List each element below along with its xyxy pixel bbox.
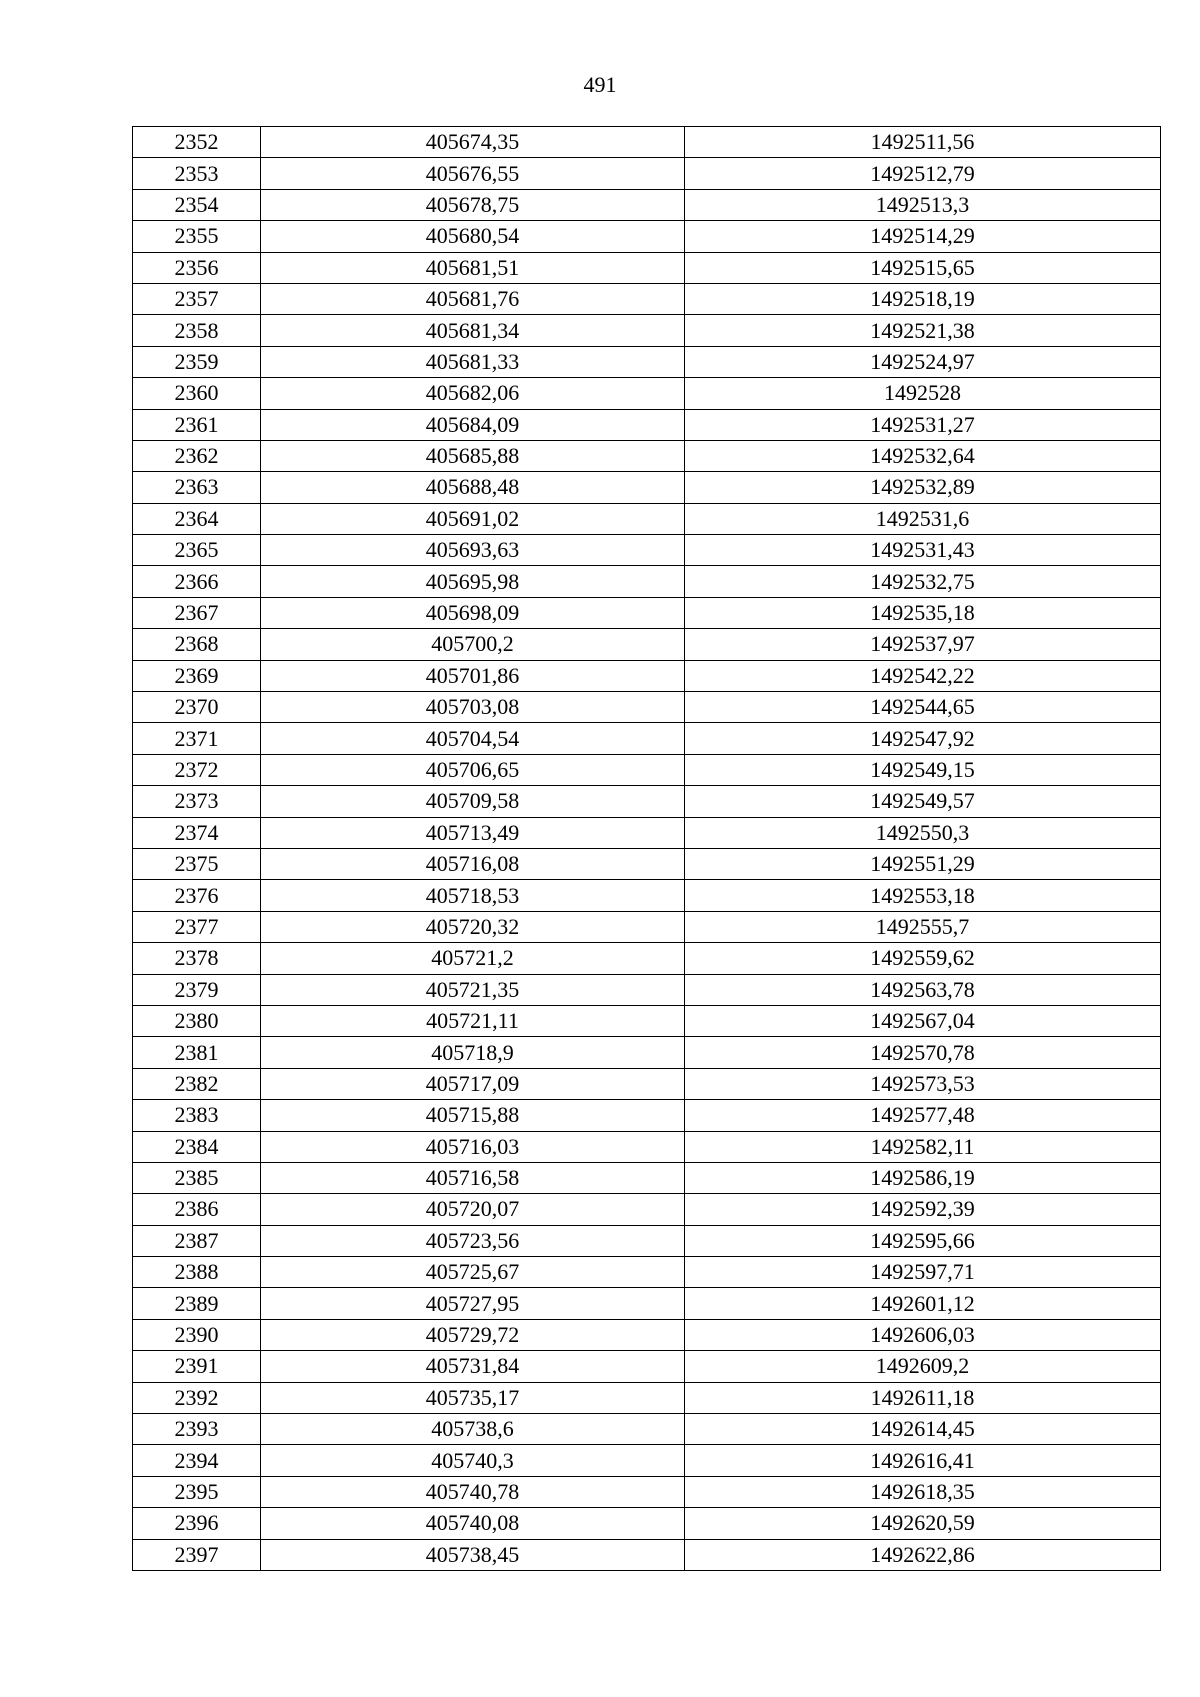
x-coordinate-cell: 405688,48 bbox=[261, 472, 685, 503]
point-number-cell: 2382 bbox=[133, 1068, 261, 1099]
point-number-cell: 2388 bbox=[133, 1257, 261, 1288]
table-row bbox=[133, 1539, 1161, 1570]
point-number-cell: 2395 bbox=[133, 1476, 261, 1507]
table-row bbox=[133, 566, 1161, 597]
y-coordinate-cell: 1492531,27 bbox=[685, 409, 1161, 440]
x-coordinate-cell: 405701,86 bbox=[261, 660, 685, 691]
coordinates-table-body bbox=[133, 127, 1161, 1571]
x-coordinate-cell: 405695,98 bbox=[261, 566, 685, 597]
point-number-cell: 2362 bbox=[133, 440, 261, 471]
y-coordinate-cell: 1492513,3 bbox=[685, 189, 1161, 220]
x-coordinate-cell: 405718,53 bbox=[261, 880, 685, 911]
y-coordinate-cell: 1492547,92 bbox=[685, 723, 1161, 754]
point-number-cell: 2373 bbox=[133, 786, 261, 817]
y-coordinate-cell: 1492514,29 bbox=[685, 221, 1161, 252]
y-coordinate-cell: 1492511,56 bbox=[685, 127, 1161, 158]
point-number-cell: 2356 bbox=[133, 252, 261, 283]
table-row bbox=[133, 1225, 1161, 1256]
x-coordinate-cell: 405716,03 bbox=[261, 1131, 685, 1162]
x-coordinate-cell: 405681,51 bbox=[261, 252, 685, 283]
point-number-cell: 2372 bbox=[133, 754, 261, 785]
y-coordinate-cell: 1492611,18 bbox=[685, 1382, 1161, 1413]
table-row bbox=[133, 1319, 1161, 1350]
x-coordinate-cell: 405703,08 bbox=[261, 692, 685, 723]
point-number-cell: 2392 bbox=[133, 1382, 261, 1413]
coordinates-table bbox=[132, 126, 1161, 1571]
point-number-cell: 2369 bbox=[133, 660, 261, 691]
table-row bbox=[133, 1351, 1161, 1382]
y-coordinate-cell: 1492616,41 bbox=[685, 1445, 1161, 1476]
point-number-cell: 2385 bbox=[133, 1162, 261, 1193]
point-number-cell: 2387 bbox=[133, 1225, 261, 1256]
table-row bbox=[133, 1288, 1161, 1319]
point-number-cell: 2394 bbox=[133, 1445, 261, 1476]
point-number-cell: 2352 bbox=[133, 127, 261, 158]
x-coordinate-cell: 405704,54 bbox=[261, 723, 685, 754]
y-coordinate-cell: 1492515,65 bbox=[685, 252, 1161, 283]
point-number-cell: 2357 bbox=[133, 283, 261, 314]
y-coordinate-cell: 1492555,7 bbox=[685, 911, 1161, 942]
table-row bbox=[133, 1037, 1161, 1068]
table-row bbox=[133, 535, 1161, 566]
table-row bbox=[133, 1005, 1161, 1036]
y-coordinate-cell: 1492570,78 bbox=[685, 1037, 1161, 1068]
point-number-cell: 2380 bbox=[133, 1005, 261, 1036]
x-coordinate-cell: 405740,3 bbox=[261, 1445, 685, 1476]
y-coordinate-cell: 1492549,15 bbox=[685, 754, 1161, 785]
y-coordinate-cell: 1492595,66 bbox=[685, 1225, 1161, 1256]
point-number-cell: 2355 bbox=[133, 221, 261, 252]
table-row bbox=[133, 440, 1161, 471]
table-row bbox=[133, 880, 1161, 911]
y-coordinate-cell: 1492577,48 bbox=[685, 1100, 1161, 1131]
x-coordinate-cell: 405684,09 bbox=[261, 409, 685, 440]
y-coordinate-cell: 1492531,43 bbox=[685, 535, 1161, 566]
table-row bbox=[133, 409, 1161, 440]
table-row bbox=[133, 1382, 1161, 1413]
point-number-cell: 2363 bbox=[133, 472, 261, 503]
y-coordinate-cell: 1492592,39 bbox=[685, 1194, 1161, 1225]
table-row bbox=[133, 221, 1161, 252]
y-coordinate-cell: 1492582,11 bbox=[685, 1131, 1161, 1162]
y-coordinate-cell: 1492606,03 bbox=[685, 1319, 1161, 1350]
x-coordinate-cell: 405738,45 bbox=[261, 1539, 685, 1570]
table-row bbox=[133, 315, 1161, 346]
point-number-cell: 2376 bbox=[133, 880, 261, 911]
y-coordinate-cell: 1492549,57 bbox=[685, 786, 1161, 817]
table-row bbox=[133, 158, 1161, 189]
table-row bbox=[133, 723, 1161, 754]
table-row bbox=[133, 503, 1161, 534]
x-coordinate-cell: 405716,08 bbox=[261, 848, 685, 879]
y-coordinate-cell: 1492531,6 bbox=[685, 503, 1161, 534]
x-coordinate-cell: 405731,84 bbox=[261, 1351, 685, 1382]
point-number-cell: 2360 bbox=[133, 378, 261, 409]
table-row bbox=[133, 1414, 1161, 1445]
x-coordinate-cell: 405674,35 bbox=[261, 127, 685, 158]
x-coordinate-cell: 405698,09 bbox=[261, 597, 685, 628]
point-number-cell: 2359 bbox=[133, 346, 261, 377]
point-number-cell: 2384 bbox=[133, 1131, 261, 1162]
x-coordinate-cell: 405721,2 bbox=[261, 943, 685, 974]
y-coordinate-cell: 1492573,53 bbox=[685, 1068, 1161, 1099]
point-number-cell: 2386 bbox=[133, 1194, 261, 1225]
y-coordinate-cell: 1492528 bbox=[685, 378, 1161, 409]
x-coordinate-cell: 405720,07 bbox=[261, 1194, 685, 1225]
x-coordinate-cell: 405680,54 bbox=[261, 221, 685, 252]
x-coordinate-cell: 405740,78 bbox=[261, 1476, 685, 1507]
point-number-cell: 2370 bbox=[133, 692, 261, 723]
x-coordinate-cell: 405725,67 bbox=[261, 1257, 685, 1288]
x-coordinate-cell: 405723,56 bbox=[261, 1225, 685, 1256]
table-row bbox=[133, 943, 1161, 974]
point-number-cell: 2389 bbox=[133, 1288, 261, 1319]
point-number-cell: 2391 bbox=[133, 1351, 261, 1382]
y-coordinate-cell: 1492553,18 bbox=[685, 880, 1161, 911]
point-number-cell: 2381 bbox=[133, 1037, 261, 1068]
x-coordinate-cell: 405682,06 bbox=[261, 378, 685, 409]
x-coordinate-cell: 405716,58 bbox=[261, 1162, 685, 1193]
point-number-cell: 2358 bbox=[133, 315, 261, 346]
x-coordinate-cell: 405740,08 bbox=[261, 1508, 685, 1539]
point-number-cell: 2379 bbox=[133, 974, 261, 1005]
y-coordinate-cell: 1492601,12 bbox=[685, 1288, 1161, 1319]
x-coordinate-cell: 405676,55 bbox=[261, 158, 685, 189]
table-row bbox=[133, 189, 1161, 220]
point-number-cell: 2364 bbox=[133, 503, 261, 534]
table-row bbox=[133, 1445, 1161, 1476]
y-coordinate-cell: 1492622,86 bbox=[685, 1539, 1161, 1570]
table-row bbox=[133, 378, 1161, 409]
y-coordinate-cell: 1492532,64 bbox=[685, 440, 1161, 471]
x-coordinate-cell: 405738,6 bbox=[261, 1414, 685, 1445]
x-coordinate-cell: 405735,17 bbox=[261, 1382, 685, 1413]
table-row bbox=[133, 597, 1161, 628]
y-coordinate-cell: 1492542,22 bbox=[685, 660, 1161, 691]
x-coordinate-cell: 405700,2 bbox=[261, 629, 685, 660]
table-row bbox=[133, 786, 1161, 817]
y-coordinate-cell: 1492532,75 bbox=[685, 566, 1161, 597]
point-number-cell: 2371 bbox=[133, 723, 261, 754]
x-coordinate-cell: 405721,11 bbox=[261, 1005, 685, 1036]
x-coordinate-cell: 405709,58 bbox=[261, 786, 685, 817]
table-row bbox=[133, 1131, 1161, 1162]
x-coordinate-cell: 405693,63 bbox=[261, 535, 685, 566]
table-row bbox=[133, 629, 1161, 660]
y-coordinate-cell: 1492512,79 bbox=[685, 158, 1161, 189]
table-row bbox=[133, 1100, 1161, 1131]
x-coordinate-cell: 405681,76 bbox=[261, 283, 685, 314]
point-number-cell: 2396 bbox=[133, 1508, 261, 1539]
point-number-cell: 2367 bbox=[133, 597, 261, 628]
x-coordinate-cell: 405721,35 bbox=[261, 974, 685, 1005]
y-coordinate-cell: 1492532,89 bbox=[685, 472, 1161, 503]
point-number-cell: 2390 bbox=[133, 1319, 261, 1350]
table-row bbox=[133, 1257, 1161, 1288]
point-number-cell: 2361 bbox=[133, 409, 261, 440]
table-row bbox=[133, 1162, 1161, 1193]
point-number-cell: 2378 bbox=[133, 943, 261, 974]
point-number-cell: 2393 bbox=[133, 1414, 261, 1445]
x-coordinate-cell: 405715,88 bbox=[261, 1100, 685, 1131]
x-coordinate-cell: 405727,95 bbox=[261, 1288, 685, 1319]
x-coordinate-cell: 405685,88 bbox=[261, 440, 685, 471]
point-number-cell: 2383 bbox=[133, 1100, 261, 1131]
y-coordinate-cell: 1492521,38 bbox=[685, 315, 1161, 346]
x-coordinate-cell: 405678,75 bbox=[261, 189, 685, 220]
x-coordinate-cell: 405718,9 bbox=[261, 1037, 685, 1068]
point-number-cell: 2377 bbox=[133, 911, 261, 942]
table-row bbox=[133, 1508, 1161, 1539]
table-row bbox=[133, 1476, 1161, 1507]
y-coordinate-cell: 1492551,29 bbox=[685, 848, 1161, 879]
y-coordinate-cell: 1492544,65 bbox=[685, 692, 1161, 723]
point-number-cell: 2353 bbox=[133, 158, 261, 189]
y-coordinate-cell: 1492618,35 bbox=[685, 1476, 1161, 1507]
x-coordinate-cell: 405717,09 bbox=[261, 1068, 685, 1099]
y-coordinate-cell: 1492563,78 bbox=[685, 974, 1161, 1005]
table-row bbox=[133, 252, 1161, 283]
y-coordinate-cell: 1492620,59 bbox=[685, 1508, 1161, 1539]
table-row bbox=[133, 472, 1161, 503]
point-number-cell: 2375 bbox=[133, 848, 261, 879]
table-row bbox=[133, 974, 1161, 1005]
table-row bbox=[133, 911, 1161, 942]
y-coordinate-cell: 1492535,18 bbox=[685, 597, 1161, 628]
x-coordinate-cell: 405713,49 bbox=[261, 817, 685, 848]
table-row bbox=[133, 817, 1161, 848]
x-coordinate-cell: 405729,72 bbox=[261, 1319, 685, 1350]
point-number-cell: 2365 bbox=[133, 535, 261, 566]
point-number-cell: 2366 bbox=[133, 566, 261, 597]
point-number-cell: 2397 bbox=[133, 1539, 261, 1570]
point-number-cell: 2374 bbox=[133, 817, 261, 848]
point-number-cell: 2354 bbox=[133, 189, 261, 220]
point-number-cell: 2368 bbox=[133, 629, 261, 660]
table-row bbox=[133, 1194, 1161, 1225]
table-row bbox=[133, 127, 1161, 158]
x-coordinate-cell: 405691,02 bbox=[261, 503, 685, 534]
table-row bbox=[133, 660, 1161, 691]
table-row bbox=[133, 848, 1161, 879]
x-coordinate-cell: 405681,34 bbox=[261, 315, 685, 346]
table-row bbox=[133, 754, 1161, 785]
y-coordinate-cell: 1492537,97 bbox=[685, 629, 1161, 660]
y-coordinate-cell: 1492586,19 bbox=[685, 1162, 1161, 1193]
table-row bbox=[133, 692, 1161, 723]
y-coordinate-cell: 1492614,45 bbox=[685, 1414, 1161, 1445]
table-row bbox=[133, 346, 1161, 377]
y-coordinate-cell: 1492550,3 bbox=[685, 817, 1161, 848]
x-coordinate-cell: 405706,65 bbox=[261, 754, 685, 785]
y-coordinate-cell: 1492524,97 bbox=[685, 346, 1161, 377]
y-coordinate-cell: 1492597,71 bbox=[685, 1257, 1161, 1288]
y-coordinate-cell: 1492518,19 bbox=[685, 283, 1161, 314]
x-coordinate-cell: 405720,32 bbox=[261, 911, 685, 942]
table-row bbox=[133, 1068, 1161, 1099]
y-coordinate-cell: 1492609,2 bbox=[685, 1351, 1161, 1382]
table-row bbox=[133, 283, 1161, 314]
y-coordinate-cell: 1492567,04 bbox=[685, 1005, 1161, 1036]
y-coordinate-cell: 1492559,62 bbox=[685, 943, 1161, 974]
page-number: 491 bbox=[583, 72, 617, 97]
x-coordinate-cell: 405681,33 bbox=[261, 346, 685, 377]
